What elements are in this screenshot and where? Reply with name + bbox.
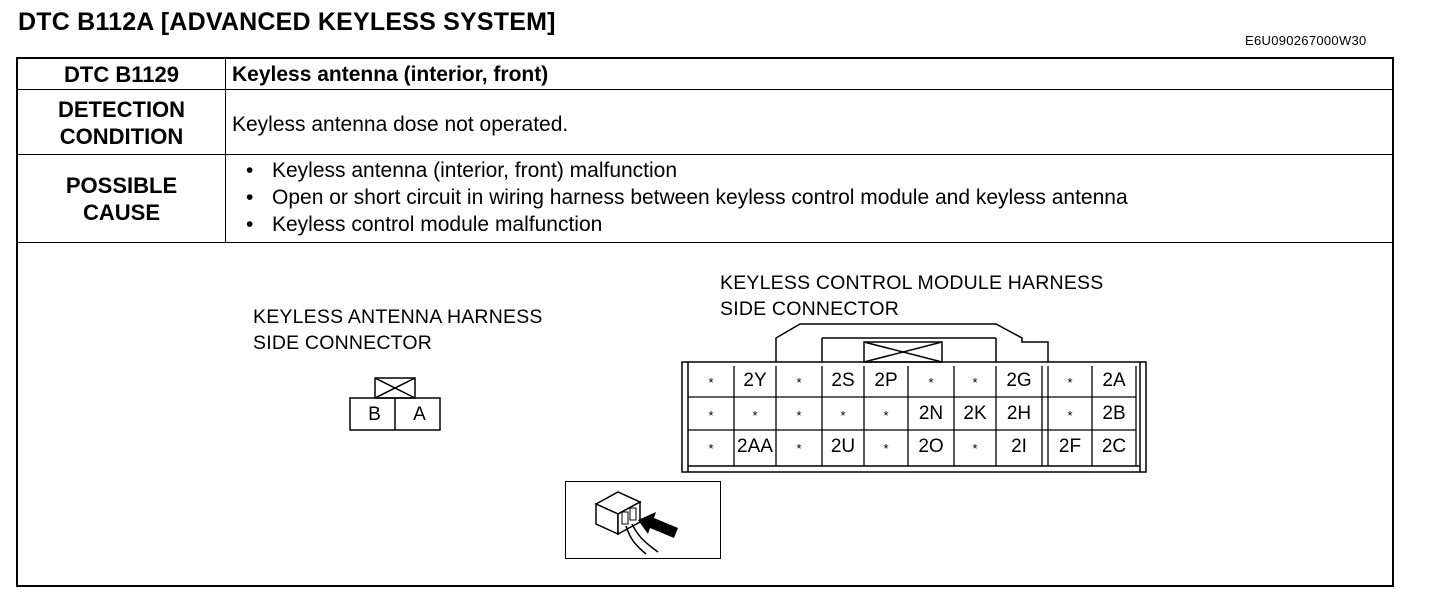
module-pin: *	[972, 441, 978, 456]
module-pin: *	[1067, 375, 1073, 390]
module-pin: 2H	[1006, 403, 1032, 424]
module-pin: *	[796, 408, 802, 423]
cause-item: • Keyless antenna (interior, front) malfunction	[238, 157, 1128, 184]
module-pin: 2U	[830, 436, 856, 457]
module-pin: 2G	[1006, 370, 1032, 391]
module-pin: *	[972, 375, 978, 390]
dtc-label: DTC B1129	[64, 62, 179, 87]
module-pin: 2P	[874, 370, 898, 391]
module-pin: 2C	[1101, 436, 1127, 457]
cause-list	[238, 157, 1128, 238]
antenna-caption-line1: KEYLESS ANTENNA HARNESS	[253, 306, 543, 328]
column-divider	[225, 59, 226, 243]
module-pin: *	[752, 408, 758, 423]
module-pin: 2Y	[743, 370, 767, 391]
module-pin: 2N	[918, 403, 944, 424]
cause-label-line1: POSSIBLE	[65, 173, 178, 198]
cause-item: • Open or short circuit in wiring harness between keyless control module and keyless antenna	[238, 184, 1128, 211]
document-code: E6U090267000W30	[1245, 33, 1367, 48]
module-pin: *	[1067, 408, 1073, 423]
antenna-pin-a: A	[413, 404, 426, 425]
detection-label-line2: CONDITION	[59, 124, 184, 149]
module-pin: *	[708, 441, 714, 456]
module-pin: *	[883, 441, 889, 456]
module-caption-line2: SIDE CONNECTOR	[720, 298, 900, 320]
probe-connector-icon	[566, 482, 719, 557]
module-pin: *	[883, 408, 889, 423]
module-pin: 2F	[1058, 436, 1082, 457]
module-pin: 2AA	[737, 436, 773, 457]
page-title: DTC B112A [ADVANCED KEYLESS SYSTEM]	[18, 8, 556, 36]
module-pin: 2I	[1011, 436, 1027, 457]
probe-illustration-box	[565, 481, 721, 559]
module-pin: *	[796, 441, 802, 456]
detection-value: Keyless antenna dose not operated.	[232, 113, 569, 136]
module-pin: 2O	[918, 436, 944, 457]
module-pin: *	[928, 375, 934, 390]
module-pin: 2K	[963, 403, 987, 424]
antenna-pin-b: B	[368, 404, 381, 425]
module-pin: 2S	[831, 370, 855, 391]
antenna-caption-line2: SIDE CONNECTOR	[253, 332, 433, 354]
cause-label-line2: CAUSE	[82, 200, 160, 225]
module-caption-line1: KEYLESS CONTROL MODULE HARNESS	[720, 272, 1104, 294]
dtc-value: Keyless antenna (interior, front)	[232, 63, 549, 86]
module-pin: 2A	[1102, 370, 1126, 391]
module-pin: *	[708, 408, 714, 423]
module-pin: *	[840, 408, 846, 423]
module-pin: *	[796, 375, 802, 390]
module-pin: *	[708, 375, 714, 390]
detection-label-line1: DETECTION	[57, 97, 186, 122]
cause-item: • Keyless control module malfunction	[238, 211, 1128, 238]
module-pin: 2B	[1102, 403, 1126, 424]
